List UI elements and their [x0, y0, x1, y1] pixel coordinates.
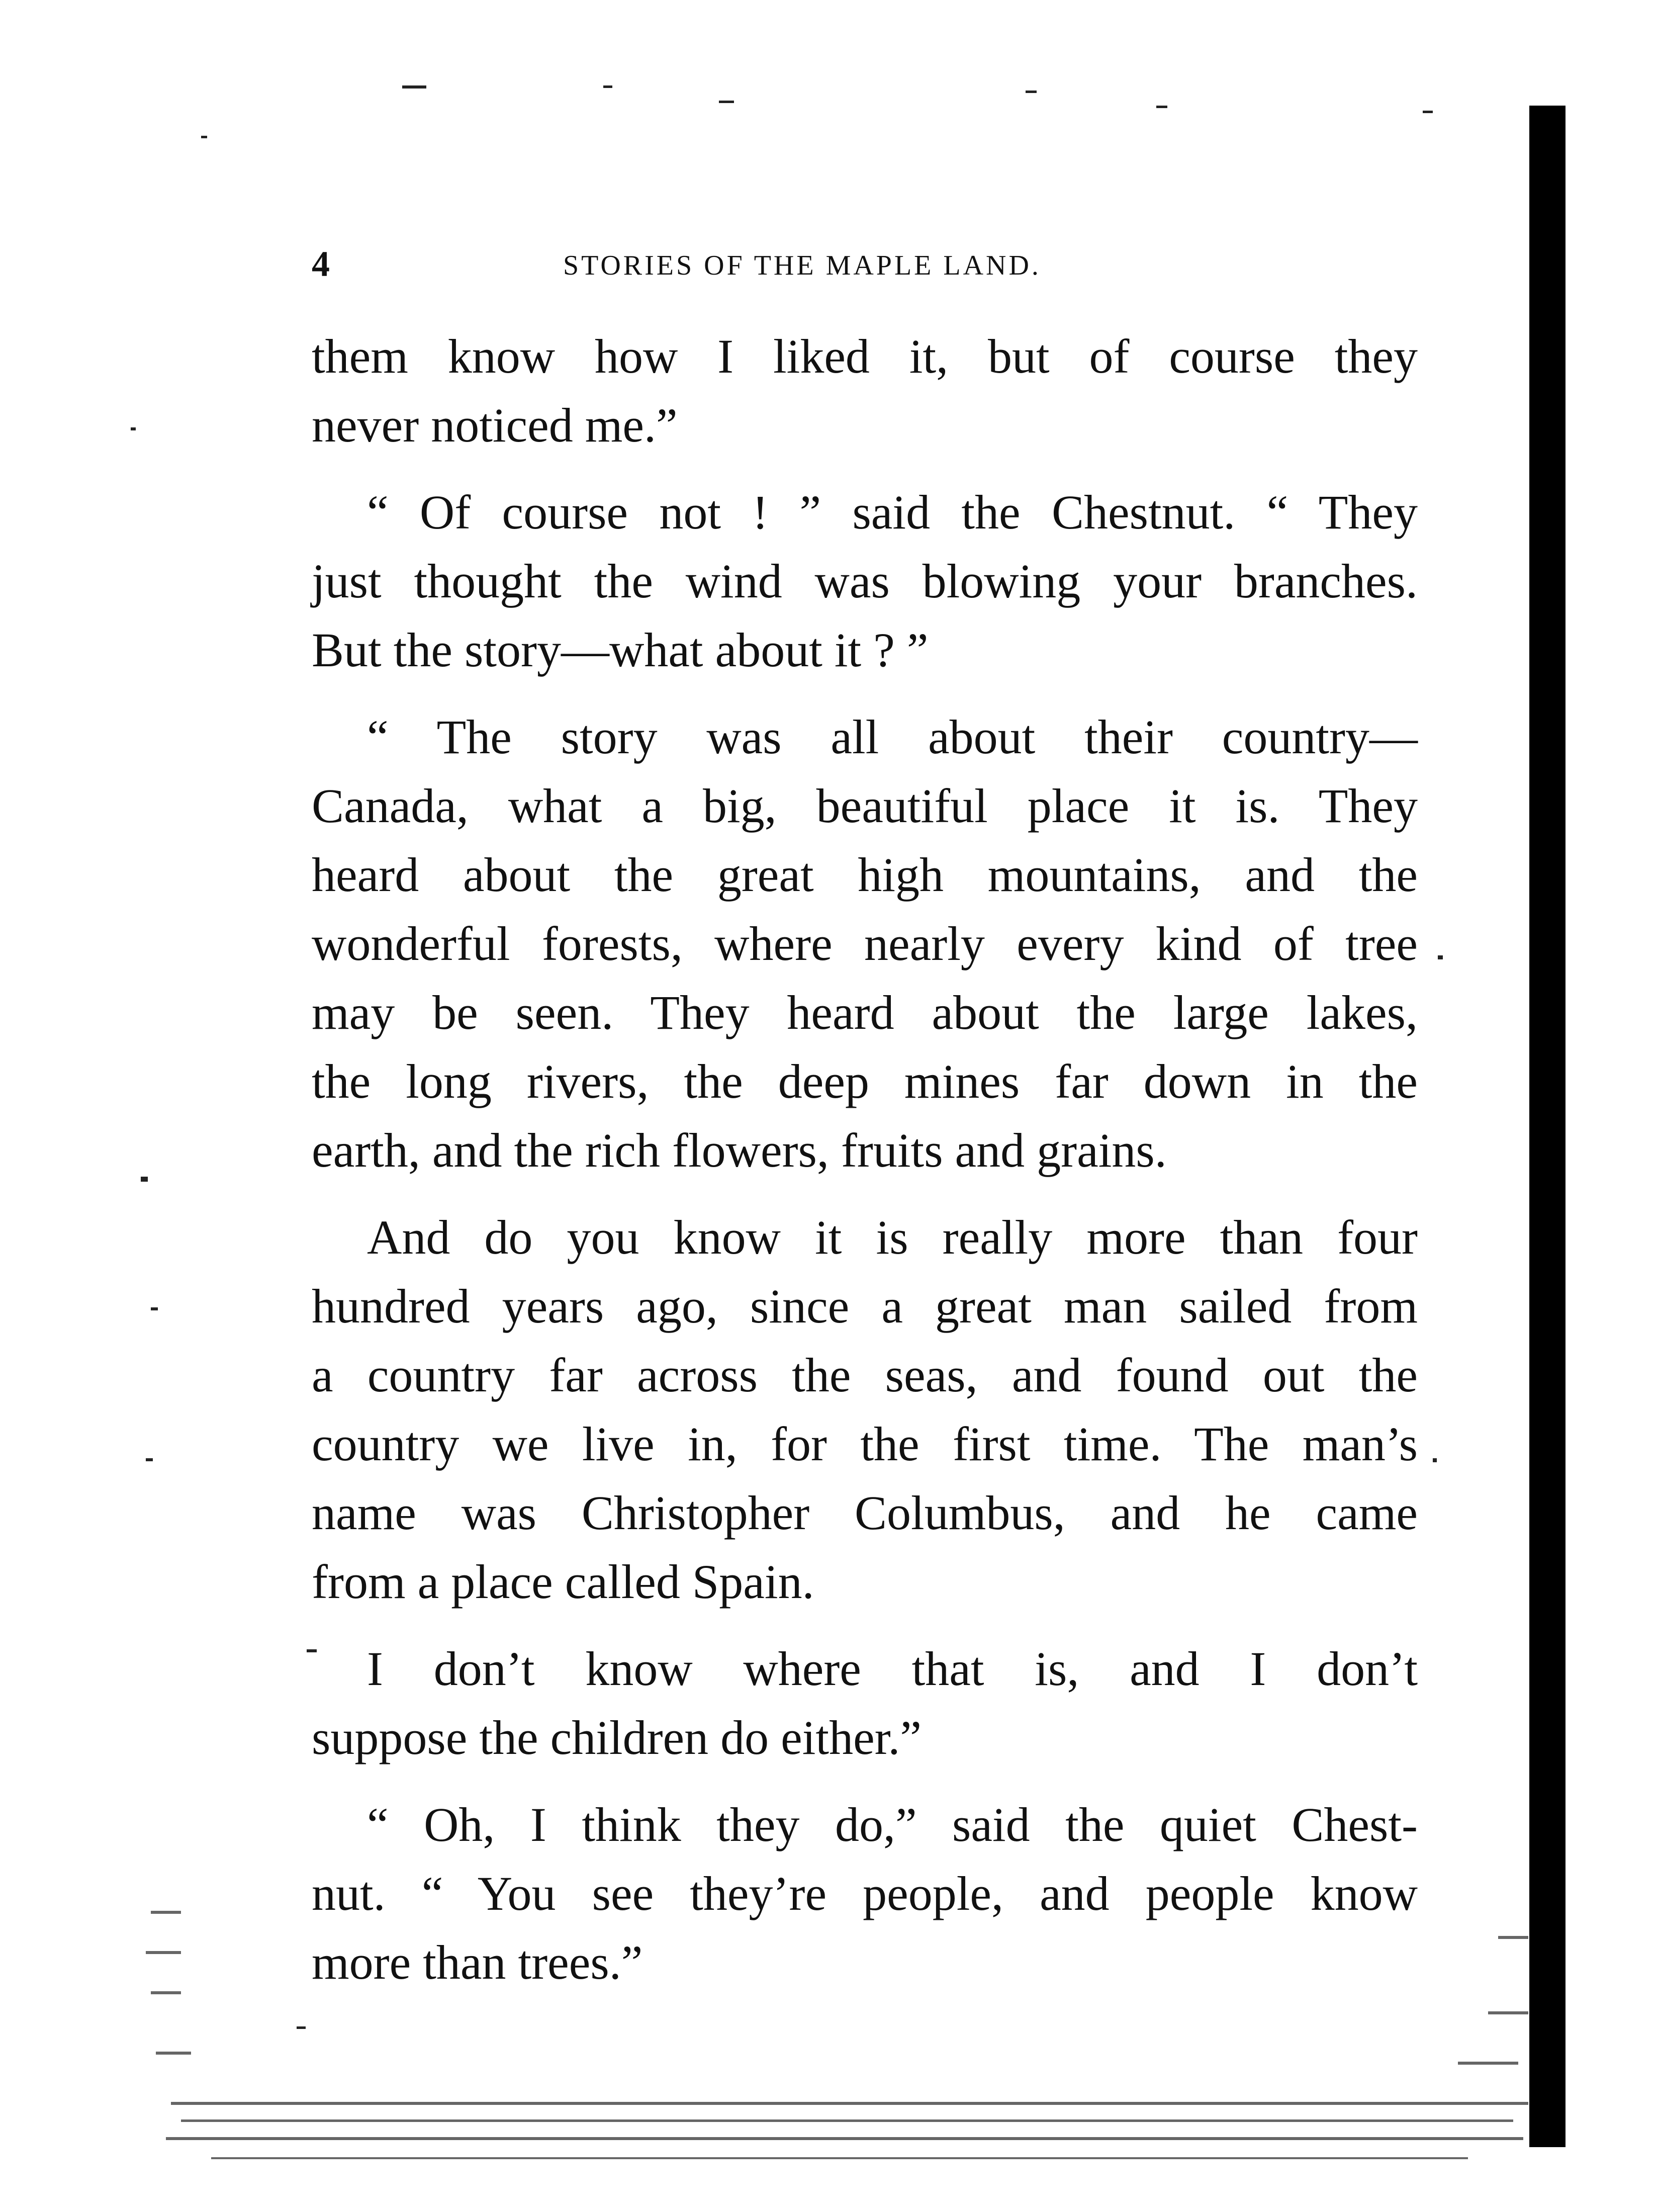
- text-line: heard about the great high mountains, and the: [312, 848, 1418, 902]
- text-line: “ The story was all about their country—: [367, 710, 1418, 764]
- text-line: hundred years ago, since a great man sailed from: [312, 1279, 1418, 1333]
- text-line: never noticed me.”: [312, 398, 678, 452]
- text-line: a country far across the seas, and found out the: [312, 1348, 1418, 1402]
- paragraph: [312, 1790, 1418, 1997]
- text-line: just thought the wind was blowing your branches.: [312, 554, 1418, 608]
- body-text: [312, 322, 1418, 1997]
- scan-binding-edge: [1529, 106, 1565, 2147]
- text-line: may be seen. They heard about the large lakes,: [312, 986, 1418, 1039]
- text-line: nut. “ You see they’re people, and people know: [312, 1867, 1418, 1920]
- text-line: name was Christopher Columbus, and he came: [312, 1486, 1418, 1540]
- text-line: But the story—what about it ? ”: [312, 623, 929, 677]
- text-line: them know how I liked it, but of course they: [312, 329, 1418, 383]
- text-line: from a place called Spain.: [312, 1555, 814, 1609]
- paragraph: [312, 1634, 1418, 1772]
- text-line: I don’t know where that is, and I don’t: [367, 1642, 1418, 1696]
- text-line: Canada, what a big, beautiful place it is. They: [312, 779, 1418, 833]
- text-line: suppose the children do either.”: [312, 1711, 922, 1764]
- text-line: “ Of course not ! ” said the Chestnut. “ They: [367, 485, 1418, 539]
- paragraph: [312, 702, 1418, 1185]
- paragraph: [312, 322, 1418, 460]
- running-head: [312, 241, 1141, 287]
- paragraph: [312, 478, 1418, 684]
- running-title: STORIES OF THE MAPLE LAND.: [563, 250, 1041, 281]
- text-line: the long rivers, the deep mines far down in the: [312, 1054, 1418, 1108]
- text-line: wonderful forests, where nearly every kind of tree: [312, 917, 1418, 970]
- page-number: 4: [312, 244, 330, 284]
- text-line: country we live in, for the first time. The man’s: [312, 1417, 1418, 1471]
- text-line: earth, and the rich flowers, fruits and grains.: [312, 1123, 1167, 1177]
- text-line: And do you know it is really more than four: [367, 1210, 1418, 1264]
- paragraph: [312, 1203, 1418, 1616]
- text-line: “ Oh, I think they do,” said the quiet Chest-: [367, 1798, 1418, 1851]
- text-line: more than trees.”: [312, 1935, 643, 1989]
